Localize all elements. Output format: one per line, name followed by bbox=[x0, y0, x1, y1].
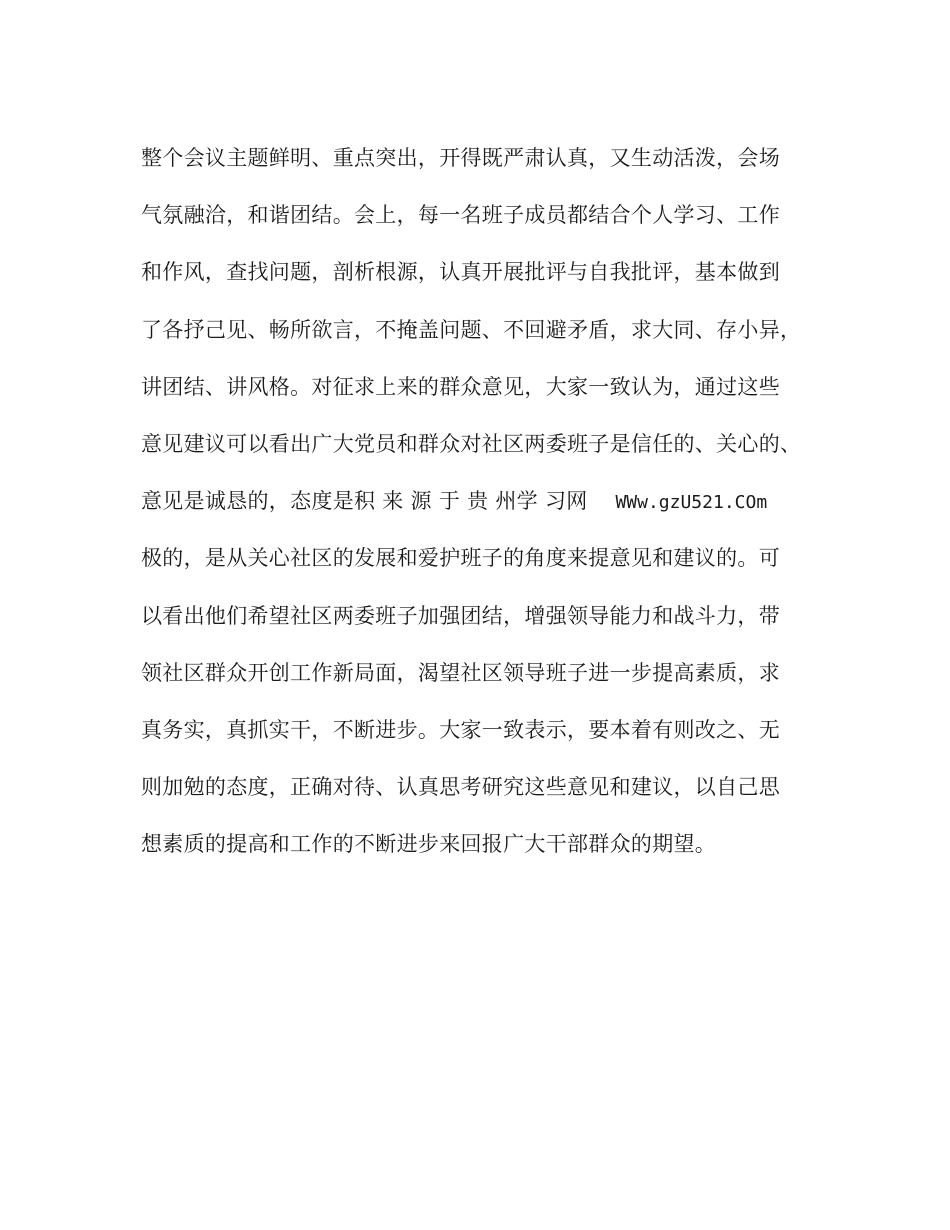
paragraph-line-7 bbox=[141, 479, 821, 536]
watermark-url: WWw.gzU521.COm bbox=[615, 492, 768, 514]
paragraph-line-6: 意见建议可以看出广大党员和群众对社区两委班子是信任的、关心的、 bbox=[141, 431, 802, 456]
paragraph-line-7-text: 意见是诚恳的，态度是积 来 源 于 贵 州学 习网 bbox=[141, 489, 616, 514]
paragraph-line-3: 和作风，查找问题，剖析根源，认真开展批评与自我批评，基本做到 bbox=[141, 260, 780, 285]
paragraph-line-4: 了各抒己见、畅所欲言，不掩盖问题、不回避矛盾，求大同、存小异， bbox=[141, 317, 802, 342]
paragraph-line-13: 想素质的提高和工作的不断进步来回报广大干部群众的期望。 bbox=[141, 832, 717, 857]
paragraph-line-8: 极的，是从关心社区的发展和爱护班子的角度来提意见和建议的。可 bbox=[141, 546, 780, 571]
paragraph-line-2: 气氛融洽，和谐团结。会上，每一名班子成员都结合个人学习、工作 bbox=[141, 203, 780, 228]
paragraph-line-10: 领社区群众开创工作新局面，渴望社区领导班子进一步提高素质，求 bbox=[141, 660, 780, 685]
paragraph-line-9: 以看出他们希望社区两委班子加强团结，增强领导能力和战斗力，带 bbox=[141, 603, 780, 628]
body-paragraph bbox=[141, 136, 821, 879]
paragraph-line-5: 讲团结、讲风格。对征求上来的群众意见，大家一致认为，通过这些 bbox=[141, 374, 780, 399]
paragraph-line-12: 则加勉的态度，正确对待、认真思考研究这些意见和建议，以自己思 bbox=[141, 775, 780, 800]
paragraph-line-1: 整个会议主题鲜明、重点突出，开得既严肃认真，又生动活泼，会场 bbox=[141, 146, 780, 170]
paragraph-line-11: 真务实，真抓实干，不断进步。大家一致表示，要本着有则改之、无 bbox=[141, 717, 780, 742]
